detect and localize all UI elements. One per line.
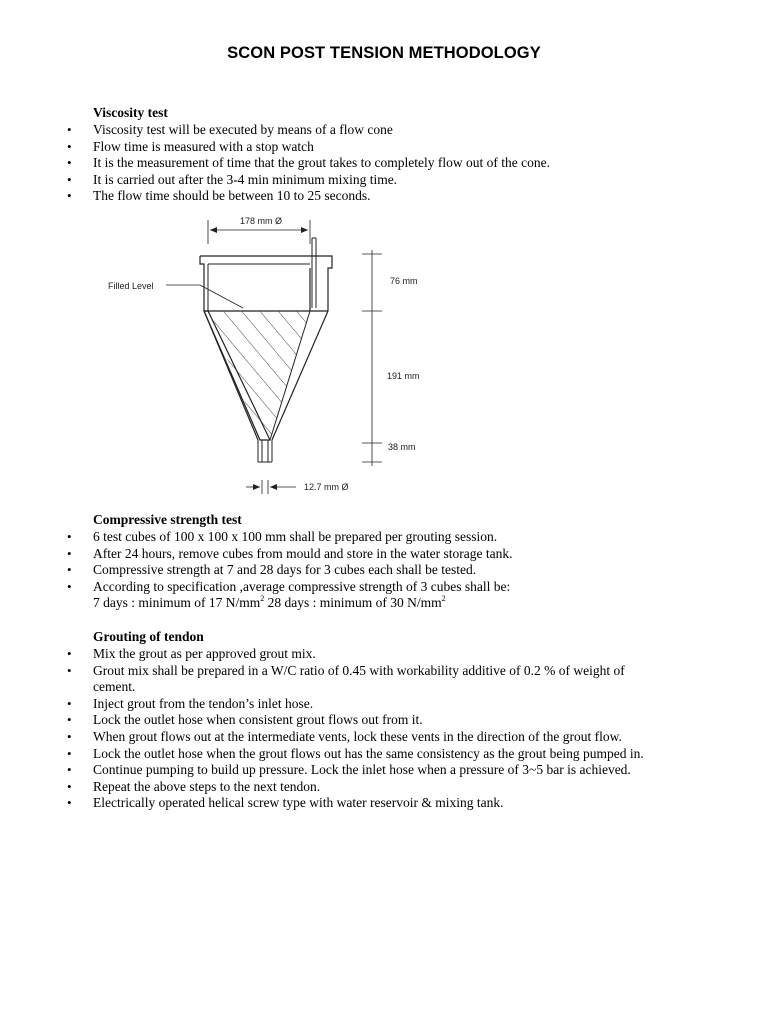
list-item: • It is the measurement of time that the grout takes to completely flow out of the cone.	[67, 155, 550, 171]
list-item: • 6 test cubes of 100 x 100 x 100 mm shall be prepared per grouting session.	[67, 529, 498, 544]
compressive-list	[0, 529, 768, 612]
grouting-list	[0, 646, 768, 812]
page-title: SCON POST TENSION METHODOLOGY	[227, 44, 541, 62]
list-item: • After 24 hours, remove cubes from mould and store in the water storage tank.	[67, 545, 513, 561]
list-item: • Compressive strength at 7 and 28 days for 3 cubes each shall be tested.	[67, 562, 477, 578]
list-item: • When grout flows out at the intermediate vents, lock these vents in the direction of the grout flow.	[67, 728, 622, 744]
list-item: • Viscosity test will be executed by means of a flow cone	[67, 122, 393, 137]
viscosity-heading: Viscosity test	[93, 105, 168, 120]
viscosity-list	[0, 122, 768, 205]
list-item: • Grout mix shall be prepared in a W/C ratio of 0.45 with workability additive of 0.2 % of weight of cement.	[67, 662, 625, 695]
list-item: • Lock the outlet hose when the grout flows out has the same consistency as the grout being pumped in.	[67, 745, 644, 761]
list-item: • Continue pumping to build up pressure. Lock the inlet hose when a pressure of 3~5 bar is achieved.	[67, 762, 631, 778]
grouting-heading: Grouting of tendon	[93, 629, 204, 644]
list-item: • Repeat the above steps to the next tendon.	[67, 778, 321, 794]
list-item: • Lock the outlet hose when consistent grout flows out from it.	[67, 712, 423, 728]
strength-requirement: 7 days : minimum of 17 N/mm	[93, 595, 261, 611]
outlet-tube	[258, 440, 272, 462]
compressive-heading: Compressive strength test	[93, 512, 242, 527]
list-item: • Mix the grout as per approved grout mix.	[67, 646, 316, 661]
top-diameter-label: 178 mm Ø	[240, 216, 283, 226]
list-item: • It is carried out after the 3-4 min minimum mixing time.	[67, 171, 398, 187]
filled-level-label: Filled Level	[108, 281, 154, 291]
list-item: • Inject grout from the tendon’s inlet hose.	[67, 695, 314, 711]
dim-76-label: 76 mm	[390, 276, 418, 286]
list-item: • Electrically operated helical screw type with water reservoir & mixing tank.	[67, 795, 504, 811]
flow-cone-diagram	[100, 208, 480, 498]
list-item: • The flow time should be between 10 to 25 seconds.	[67, 188, 371, 204]
outlet-diameter-label: 12.7 mm Ø	[304, 482, 349, 492]
list-item: • Flow time is measured with a stop watch	[67, 138, 314, 154]
dim-191-label: 191 mm	[387, 371, 420, 381]
dim-38-label: 38 mm	[388, 442, 416, 452]
list-item: • According to specification ,average compressive strength of 3 cubes shall be: 7 days : minimum of 17 $N/mm^2$ 28 days : minimum of 30 $N/mm^2$	[67, 578, 511, 611]
